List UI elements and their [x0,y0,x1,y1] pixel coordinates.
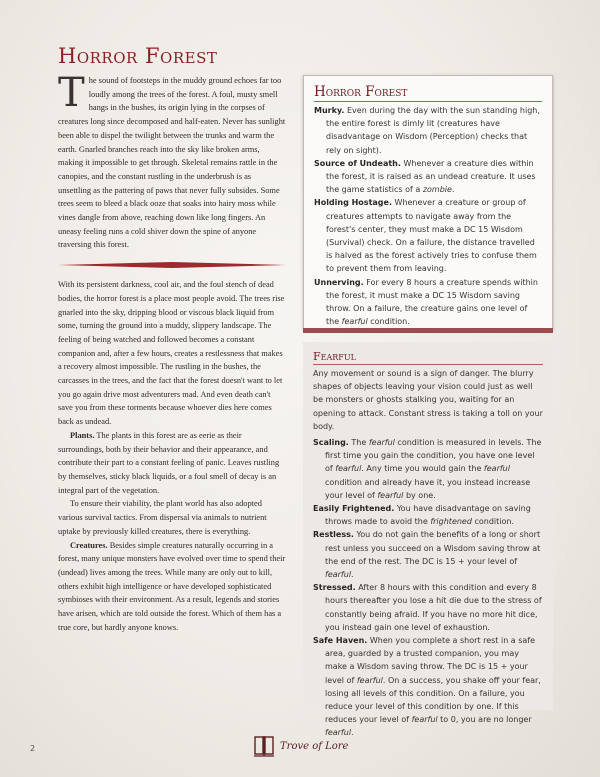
entry-name: Easily Frightened. [313,504,395,514]
entry-name: Safe Haven. [313,636,368,646]
creatures-text: Besides simple creatures naturally occurring in a forest, many unique monsters have evolved over time to spend their (undead) lives among the trees. While many are only out to kill, others exhibit high intelligence or have developed sophisticated symbioses with their environment. As a result, legends and stories have arisen, which are told outside the forest. Which of them has a true core, but hardly anyone knows. [58,540,286,632]
fearful-entries [313,436,543,740]
fearful-title: Fearful [313,350,543,365]
entry-text: to 0, you are no longer [437,715,532,725]
entry-text: . [351,570,354,580]
fearful-intro: Any movement or sound is a sign of danger. The blurry shapes of objects leaving your vision could just as well be monsters or ghosts stalking you, waiting for an opening to attack. Constant stress is taking a toll on your body. [313,369,543,431]
entry-emphasis: fearful [341,317,368,327]
entry-emphasis: fearful [356,675,383,685]
sidebar-entry [314,104,542,157]
entry-text: condition. [471,517,515,527]
fearful-entry [313,502,543,528]
footer-label: Trove of Lore [280,740,349,752]
entry-emphasis: fearful [368,438,395,448]
paragraph-darkness: With its persistent darkness, cool air, and the foul stench of dead bodies, the horror forest is a place most people avoid. The trees rise gnarled into the sky, dripping blood or viscous black liquid from some, turning the ground into a muddy, slippery landscape. The feeling of being watched and followed becomes a constant companion and, after a few hours, creates a restlessness that makes a recovery almost impossible. The rustling in the bushes, the carcasses in the trees, and the fact that the forest doesn't want to let you go again drive most adventurers mad. And even death can't save you from these torments because whoever dies here comes back as undead. [58,280,285,427]
paragraph-creatures [58,539,286,635]
entry-name: Scaling. [313,438,349,448]
entry-text: After 8 hours with this condition and every 8 hours thereafter you lose a hit die due to the stress of constantly being afraid. If you have no more hit dice, you instead gain one level of exhaustion. [325,583,542,632]
plants-text: The plants in this forest are as eerie as their surroundings, both by their behavior and their appearance, and contribute their part to a constant feeling of panic. Leaves rustling by themselves, sticky black liquids, or a foul smell of decay is an integral part of the vegetation. [58,430,280,495]
entry-emphasis: frightened [430,517,472,527]
entry-text: You have disadvantage on saving throws made to avoid the [325,504,531,527]
fearful-entry [313,581,543,634]
entry-text: . Any time you would gain the [361,464,484,474]
intro-paragraph [58,70,286,252]
creatures-lead: Creatures. [70,540,108,550]
sidebar-entry [314,276,542,329]
sidebar-entry [314,196,542,275]
entry-emphasis: fearful [335,464,362,474]
entry-text: condition and already have it, you instead increase your level of [325,477,531,500]
divider-ornament [58,260,286,270]
entry-text: Whenever a creature or group of creatures attempts to navigate away from the forest's center, they must make a DC 15 Wisdom (Survival) check. On a failure, the distance travelled is halved as the forest actively tries to confuse them to prevent them from leaving. [326,198,537,274]
entry-name: Unnerving. [314,277,364,287]
page-number: 2 [30,744,36,753]
entry-text: You do not gain the benefits of a long or short rest unless you succeed on a Wisdom saving throw at the end of the rest. The DC is 15 + your level of [325,530,541,566]
paragraph-survival: To ensure their viability, the plant world has also adopted various survival tactics. From dispersal via animals to nutrient uptake by previously killed creatures, there is everything. [58,499,267,536]
entry-emphasis: fearful [377,490,404,500]
plants-lead: Plants. [70,430,95,440]
horror-forest-sidebar [303,75,553,329]
fearful-entry [313,634,543,740]
entry-emphasis: fearful [411,715,438,725]
fearful-entry [313,436,543,502]
sidebar-entry [314,157,542,197]
entry-text: Whenever a creature dies within the forest, it is raised as an undead creature. It uses the game statistics of a [326,158,536,195]
paragraph-plants [58,429,286,498]
fearful-condition-box [303,342,553,738]
page-title: Horror Forest [58,44,218,68]
sidebar-title: Horror Forest [314,84,542,102]
entry-emphasis: fearful [325,728,352,738]
intro-text: he sound of footsteps in the muddy ground echoes far too loudly among the trees of the forest. A foul, musty smell hangs in the bushes, its origin lying in the corpses of creatures long since decomposed and half-eaten. Never has sunlight been able to dispel the twilight between the trunks and warm the earth. Gnarled branches reach into the sky like broken arms, making it impossible to get through. Skeletal remains rattle in the canopies, and the constant rustling in the underbrush is as unsettling as the pattering of paws that never fully subsides. Some trees seem to bleed a black ooze that soaks into hairy moss while vines dangle from above, reaching down like long fingers. An uneasy feeling runs a cold shiver down the spine of anyone traversing this forest. [58,76,286,250]
entry-emphasis: fearful [483,464,510,474]
main-text-column [58,70,286,634]
sidebar-entries [314,104,542,328]
entry-emphasis: zombie [422,185,452,195]
entry-text: by one. [403,490,436,500]
book-icon [253,734,275,758]
entry-text-tail: . [451,185,455,195]
entry-name: Source of Undeath. [314,158,401,168]
entry-text: . [351,728,354,738]
entry-text: . On a success, you shake off your fear, losing all levels of this condition. On a failure, you reduce your level of this condition by one. If this reduces your level of [325,675,541,725]
entry-name: Stressed. [313,583,356,593]
entry-text: The [348,438,369,448]
entry-emphasis: fearful [325,570,352,580]
footer [253,734,348,758]
entry-name: Holding Hostage. [314,198,392,208]
drop-cap: T [58,70,85,116]
entry-text-tail: condition. [367,317,410,327]
fearful-entry [313,528,543,581]
entry-text: For every 8 hours a creature spends within the forest, it must make a DC 15 Wisdom saving throw. On a failure, the creature gains one level of the [326,277,538,327]
entry-text: Even during the day with the sun standing high, the entire forest is dimly lit (creatures have disadvantage on Wisdom (Perception) checks that rely on sight). [326,106,540,155]
section-divider [58,252,286,278]
entry-name: Murky. [314,106,345,115]
entry-text: condition is measured in levels. The first time you gain the condition, you have one level of [325,438,542,474]
entry-name: Restless. [313,530,354,540]
entry-text: When you complete a short rest in a safe area, guarded by a trusted companion, you may make a Wisdom saving throw. The DC is 15 + your level of [325,636,536,685]
